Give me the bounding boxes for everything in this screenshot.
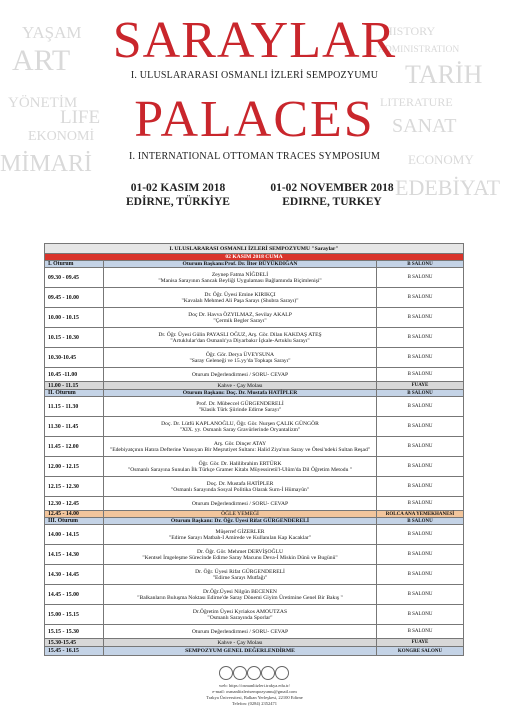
watermark-life: LIFE [60, 107, 101, 128]
session-chair: Oturum Başkanı: Doç. Dr. Mustafa HATİPLER [104, 390, 377, 397]
talk-author: Dr. Öğr. Üyesi Rifat GÜRGENDERELİ [195, 568, 285, 575]
talk-details [104, 545, 377, 565]
talk-author: Müşerref GİZERLER [215, 528, 265, 535]
talk-time: 11.15 - 11.30 [45, 397, 104, 417]
talk-title: "Balkanların Buluşma Noktası Edirne'de Saray Dönemi Giyim Üretimine Genel Bir Bakış " [137, 594, 343, 601]
faculty-logo-icon [233, 666, 247, 680]
break1-label: Kahve - Çay Molası [104, 382, 377, 390]
lunch-label: ÖĞLE YEMEĞİ [104, 511, 377, 518]
talk-time: 10.15 - 10.30 [45, 328, 104, 348]
watermark-sanat: SANAT [392, 115, 457, 137]
talk-time: 12.00 - 12.15 [45, 457, 104, 477]
talk-author: Doç. Dr. Mustafa HATİPLER [206, 480, 274, 487]
talk-row [45, 437, 464, 457]
talk-time: 12.15 - 12.30 [45, 477, 104, 497]
talk-details [104, 368, 377, 382]
break2-room: FUAYE [377, 639, 464, 647]
talk-title: "Osmanlı Sarayına Sunulan İlk Türkçe Gramer Kitabı Müyessiretü'l-Ulûm'da Dil Öğretim Metodu " [127, 466, 353, 473]
talk-time: 10.00 - 10.15 [45, 308, 104, 328]
closing-time: 15.45 - 16.15 [45, 647, 104, 656]
talk-room: B SALONU [377, 348, 464, 368]
talk-time: 14.15 - 14.30 [45, 545, 104, 565]
talk-author: Dr.Öğretim Üyesi Kyriakos AMOUTZAS [192, 608, 288, 615]
break2-time: 15.30-15.45 [45, 639, 104, 647]
session-room: B SALONU [377, 390, 464, 397]
talk-details [104, 437, 377, 457]
program-title: I. ULUSLARARASI OSMANLI İZLERİ SEMPOZYUMU "Saraylar" [45, 244, 464, 254]
talk-time: 14.30 - 14.45 [45, 565, 104, 585]
program-title-row [45, 244, 464, 254]
talk-room: B SALONU [377, 545, 464, 565]
lunch-row [45, 511, 464, 518]
talk-details [104, 397, 377, 417]
talk-room: B SALONU [377, 268, 464, 288]
talk-room: B SALONU [377, 368, 464, 382]
talk-room: B SALONU [377, 288, 464, 308]
title-turkish: SARAYLAR [112, 12, 397, 69]
talk-row [45, 457, 464, 477]
watermark-administration: ADMINISTRATION [378, 45, 460, 55]
talk-row [45, 397, 464, 417]
talk-time: 11.30 - 11.45 [45, 417, 104, 437]
talk-title: "Çermik Begler Sarayı" [213, 317, 267, 324]
talk-room: B SALONU [377, 328, 464, 348]
talk-time: 15.00 - 15.15 [45, 605, 104, 625]
talk-author: Dr. Öğr. Gör. Mehmet DERVİŞOĞLU [196, 548, 284, 555]
talk-title: "Osmanlı Sarayında Sosyal Politika Olarak Surn-İ Hümayûn" [170, 486, 310, 493]
watermark-yonetim: YÖNETİM [8, 95, 78, 111]
talk-room: B SALONU [377, 525, 464, 545]
talk-title: "Manisa Sarayının Sancak Beyliği Uygulaması Bağlamında Biçimlenişi" [158, 277, 322, 284]
talk-details [104, 565, 377, 585]
talk-author: Öğr. Gör. Derya ÜVEYSUNA [205, 351, 275, 358]
talk-time: 10.30-10.45 [45, 348, 104, 368]
session-label: I. Oturum [45, 261, 104, 268]
session-header-row [45, 518, 464, 525]
talk-room: B SALONU [377, 585, 464, 605]
talk-title: "Kavalalı Mehmed Ali Paşa Sarayı (Shubra Sarayı)" [181, 297, 299, 304]
watermark-ekonomi: EKONOMİ [28, 129, 95, 144]
institute-logo-icon [261, 666, 275, 680]
break1-row [45, 382, 464, 390]
day-label: 02 KASIM 2018 CUMA [45, 254, 464, 261]
talk-room: B SALONU [377, 437, 464, 457]
talk-row [45, 605, 464, 625]
talk-title: "Osmanlı Sarayında Sporlar" [207, 614, 273, 621]
program-table [44, 243, 464, 656]
talk-time: 15.15 - 15.30 [45, 625, 104, 639]
subtitle-english: I. INTERNATIONAL OTTOMAN TRACES SYMPOSIUM [128, 151, 381, 162]
talk-time: 09.45 - 10.00 [45, 288, 104, 308]
talk-title: "Edirne Sarayı Mutfağı" [212, 574, 268, 581]
talk-time: 12.30 - 12.45 [45, 497, 104, 511]
talk-room: B SALONU [377, 397, 464, 417]
talk-row [45, 417, 464, 437]
talk-room: B SALONU [377, 625, 464, 639]
talk-room: B SALONU [377, 477, 464, 497]
session-chair: Oturum Başkanı: Dr. Öğr. Üyesi Rifat GÜRGENDERELİ [104, 518, 377, 525]
watermark-yasam: YAŞAM [22, 23, 82, 42]
closing-room: KONGRE SALONU [377, 647, 464, 656]
watermark-tarih: TARİH [405, 60, 483, 89]
day-row [45, 254, 464, 261]
talk-title: "Artuklular'dan Osmanlı'ya Diyarbakır İçkale-Artuklu Sarayı" [170, 337, 310, 344]
footer [0, 683, 509, 707]
talk-room: B SALONU [377, 605, 464, 625]
watermark-art: ART [12, 44, 71, 77]
talk-room: B SALONU [377, 565, 464, 585]
talk-details [104, 308, 377, 328]
date-english: 01-02 NOVEMBER 2018 EDIRNE, TURKEY [270, 182, 394, 208]
break1-room: FUAYE [377, 382, 464, 390]
talk-details [104, 585, 377, 605]
break1-time: 11.00 - 11.15 [45, 382, 104, 390]
watermark-history: HISTORY [384, 24, 436, 38]
talk-row [45, 497, 464, 511]
talk-author: Doç. Dr. Lütfü KAPLANOĞLU, Öğr. Gör. Nurşen ÇALIK GÜNGÖR [161, 420, 319, 427]
talk-row [45, 288, 464, 308]
session-header-row [45, 390, 464, 397]
watermark-mimari: MİMARİ [0, 151, 93, 177]
talk-row [45, 268, 464, 288]
closing-label: SEMPOZYUM GENEL DEĞERLENDİRME [104, 647, 377, 656]
footer-web: web: https://osmanliizleri.trakya.edu.tr/ [219, 683, 290, 688]
talk-author: Arş. Gör. Dinçer ATAY [213, 440, 267, 447]
closing-row [45, 647, 464, 656]
talk-details [104, 348, 377, 368]
talk-details [104, 328, 377, 348]
date-turkish: 01-02 KASIM 2018 EDİRNE, TÜRKİYE [126, 182, 230, 208]
session-room: B SALONU [377, 261, 464, 268]
session-header-row [45, 261, 464, 268]
talk-row [45, 625, 464, 639]
title-english: PALACES [134, 91, 375, 148]
subtitle-turkish: I. ULUSLARARASI OSMANLI İZLERİ SEMPOZYUMU [130, 70, 379, 81]
talk-title: "Saray Geleneği ve 15.yy'da Topkapı Sarayı" [189, 357, 291, 364]
talk-title: "Klasik Türk Şiirinde Edirne Sarayı" [198, 406, 282, 413]
talk-room: B SALONU [377, 497, 464, 511]
break2-row [45, 639, 464, 647]
talk-details [104, 457, 377, 477]
talk-details [104, 417, 377, 437]
talk-time: 14.45 - 15.00 [45, 585, 104, 605]
talk-details [104, 268, 377, 288]
talk-title: "Kentsel İmgeleşme Sürecinde Edirne Saray Macunu Deva-İ Miskin Dünü ve Bugünü" [142, 554, 338, 561]
session-chair: Oturum Başkanı:Prof. Dr. İlter BÜYÜKDIĞAN [104, 261, 377, 268]
session-room: B SALONU [377, 518, 464, 525]
talk-author: Öğr. Gör. Dr. Halilibrahim ERTÜRK [198, 460, 282, 467]
talk-details [104, 497, 377, 511]
talk-author: Oturum Değerlendirmesi / SORU- CEVAP [191, 371, 289, 378]
symposium-logo-icon [247, 666, 261, 680]
talk-row [45, 545, 464, 565]
talk-row [45, 585, 464, 605]
talk-row [45, 368, 464, 382]
talk-row [45, 565, 464, 585]
watermark-literature: LITERATURE [380, 95, 453, 109]
talk-time: 11.45 - 12.00 [45, 437, 104, 457]
watermark-economy: ECONOMY [408, 152, 474, 167]
talk-author: Dr. Öğr. Üyesi Gülin PAYASLI OĞUZ, Arş. Gör. Dilan KAKDAŞ ATEŞ [158, 331, 322, 338]
footer-email: e-mail: osmanliizlerisempozyumu@gmail.com [212, 689, 297, 694]
talk-details [104, 288, 377, 308]
lunch-time: 12.45 - 14.00 [45, 511, 104, 518]
talk-row [45, 348, 464, 368]
talk-row [45, 525, 464, 545]
talk-time: 09.30 - 09.45 [45, 268, 104, 288]
talk-details [104, 605, 377, 625]
session-label: II. Oturum [45, 390, 104, 397]
talk-author: Dr.Öğr.Üyesi Nilgün BECENEN [203, 588, 277, 595]
talk-time: 10.45 -11.00 [45, 368, 104, 382]
talk-author: Zeynep Fatma NİĞDELİ [211, 271, 269, 278]
talk-title: "Edebiyatçının Hatıra Defterine Yansıyan Bir Meşrutiyet Sultanı: Halid Ziya'nın Saray ve Ötesi'ndeki Sultan Reşad" [109, 446, 371, 453]
talk-author: Prof. Dr. Mübeccel GÜRGENDERELİ [196, 400, 284, 407]
talk-time: 14.00 - 14.15 [45, 525, 104, 545]
talk-room: B SALONU [377, 417, 464, 437]
talk-details [104, 625, 377, 639]
talk-row [45, 328, 464, 348]
talk-title: "Edirne Sarayı Matbah-I Amirede ve Kullanılan Kap Kacaklar" [168, 534, 312, 541]
talk-details [104, 477, 377, 497]
partner-logo-icon [275, 666, 289, 680]
university-logo-icon [219, 666, 233, 680]
talk-row [45, 477, 464, 497]
talk-author: Oturum Değerlendirmesi / SORU- CEVAP [191, 500, 289, 507]
talk-author: Dr. Öğr. Üyesi Emine KIRIKÇI [204, 291, 276, 298]
talk-title: "XIX. yy. Osmanlı Saray Gravürlerinde Oryantalizm" [179, 426, 301, 433]
session-label: III. Oturum [45, 518, 104, 525]
lunch-room: ROLCA ANA YEMEKHANESİ [377, 511, 464, 518]
talk-room: B SALONU [377, 457, 464, 477]
watermark-edebiyat: EDEBİYAT [395, 175, 501, 200]
break2-label: Kahve - Çay Molası [104, 639, 377, 647]
talk-room: B SALONU [377, 308, 464, 328]
talk-author: Doç Dr. Havva ÖZYILMAZ, Sevilay AKALP [188, 311, 292, 318]
footer-phone: Telefon: (0284) 2352471 [232, 701, 277, 706]
talk-author: Oturum Değerlendirmesi / SORU- CEVAP [191, 628, 289, 635]
footer-address: Trakya Üniversitesi, Balkan Yerleşkesi, 22100 Edirne [206, 695, 303, 700]
talk-row [45, 308, 464, 328]
talk-details [104, 525, 377, 545]
